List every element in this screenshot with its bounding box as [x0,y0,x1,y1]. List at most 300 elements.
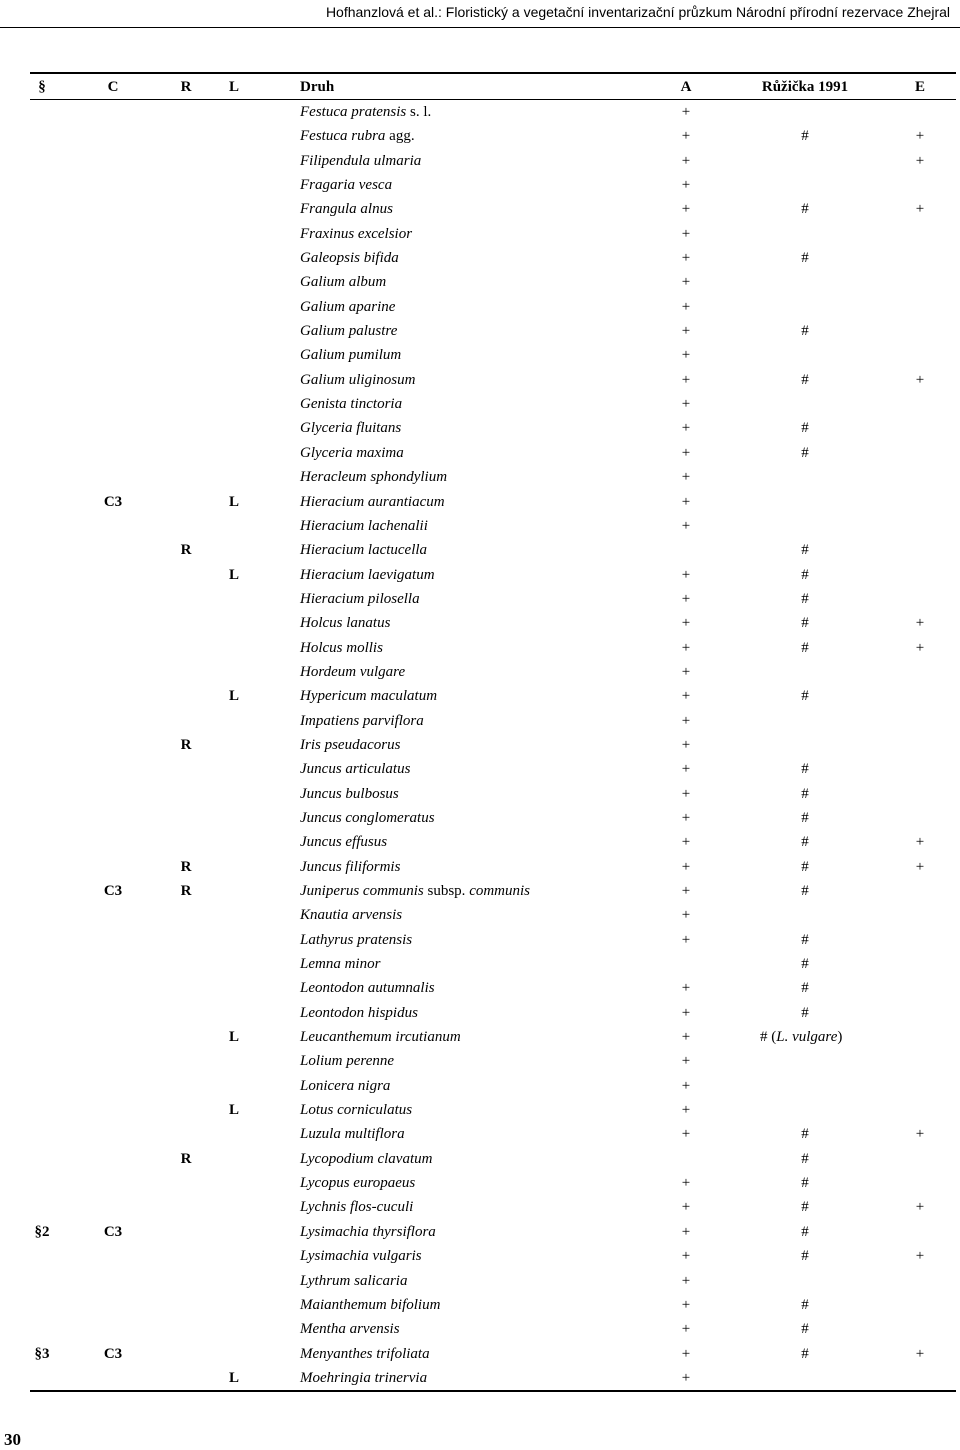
table-row [30,830,956,854]
a-cell: + [681,1296,691,1313]
ruzicka-cell [758,197,852,221]
a-cell: + [681,444,691,461]
ruzicka-cell [758,806,852,830]
table-row [30,976,956,1000]
species-name-cell [300,636,383,660]
a-cell: + [681,323,691,340]
a-cell: + [681,371,691,388]
ruzicka-value: # [801,323,809,340]
species-name-cell [300,465,447,489]
ruzicka-value: # [801,250,809,267]
species-name: Festuca rubra [300,128,386,145]
species-name-cell [300,1001,418,1025]
a-cell: + [681,298,691,315]
ruzicka-value: # [801,420,809,437]
species-suffix-italic: communis [469,883,531,899]
species-name-cell [300,1074,390,1098]
a-cell: + [681,274,691,291]
species-name-cell [300,952,380,976]
species-name-cell [300,490,445,514]
species-name: Glyceria fluitans [300,420,402,437]
a-cell: + [681,128,691,145]
ruzicka-value: # [801,566,809,583]
species-name-cell [300,124,415,148]
a-cell: + [681,761,691,778]
ruzicka-cell [758,782,852,806]
species-name-cell [300,903,402,927]
ruzicka-value: # [801,809,809,826]
e-cell: + [915,615,925,632]
species-suffix: agg. [385,128,415,145]
species-name-cell [300,1122,405,1146]
species-name: Galium aparine [300,298,396,315]
ruzicka-value: # [801,980,809,997]
table-row [30,903,956,927]
e-cell: + [915,858,925,875]
species-name: Lemna minor [300,956,381,973]
a-cell: + [681,1077,691,1094]
ruzicka-value: # [801,883,809,899]
table-row [30,733,956,757]
ruzicka-value: # [801,785,809,802]
a-cell: + [681,834,691,851]
species-name-cell [300,976,435,1000]
species-name: Holcus lanatus [300,615,391,632]
a-cell: + [681,688,691,705]
species-name-cell [300,684,437,708]
a-cell: + [681,420,691,437]
ruzicka-value: # [801,444,809,461]
species-name: Juniperus communis [300,883,424,899]
a-cell: + [681,1199,691,1216]
table-row [30,343,956,367]
a-cell: + [681,469,691,486]
table-row [30,806,956,830]
ruzicka-cell [758,1195,852,1219]
a-cell: + [681,177,691,194]
ruzicka-value: # [801,1321,809,1338]
species-name: Lotus corniculatus [300,1102,413,1119]
table-row [30,1001,956,1025]
species-name-cell [300,1220,436,1244]
species-name-cell [300,757,410,781]
paragraph-cell: §3 [34,1345,50,1362]
species-name: Hypericum maculatum [300,688,438,705]
l-cell: L [228,493,239,510]
ruzicka-cell [758,563,852,587]
ruzicka-value: # [801,639,809,656]
species-name-cell [300,197,393,221]
header-a: A [680,79,692,95]
species-name: Hieracium lachenalii [300,517,428,534]
species-name: Holcus mollis [300,639,383,656]
species-name-cell [300,1195,413,1219]
table-row [30,441,956,465]
table-row [30,709,956,733]
a-cell: + [681,785,691,802]
ruzicka-cell [758,441,852,465]
species-name-cell [300,1366,427,1390]
table-row [30,587,956,611]
ruzicka-cell [758,855,852,879]
species-name-cell [300,1342,430,1366]
species-name: Leucanthemum ircutianum [300,1029,461,1046]
species-suffix: s. l. [406,104,432,120]
l-cell: L [228,1369,239,1386]
a-cell: + [681,663,691,680]
table-row [30,1342,956,1366]
species-name: Mentha arvensis [300,1321,400,1338]
ruzicka-value: # [801,1126,809,1143]
r-cell: R [180,858,192,875]
species-name: Knautia arvensis [300,907,403,924]
ruzicka-cell [758,1147,852,1171]
species-name-cell [300,660,405,684]
table-row [30,611,956,635]
species-name-cell [300,879,530,903]
l-cell: L [228,1102,239,1119]
header-paragraph: § [38,79,46,95]
ruzicka-value: # [801,931,809,948]
species-name: Lathyrus pratensis [300,931,413,948]
species-name-cell [300,1244,422,1268]
table-row [30,538,956,562]
species-name-cell [300,1025,461,1049]
ruzicka-cell [758,976,852,1000]
c-cell: C3 [103,883,123,899]
species-name: Hieracium aurantiacum [300,493,445,510]
species-name-cell [300,1293,440,1317]
species-name: Juncus articulatus [300,761,411,778]
species-name: Hieracium lactucella [300,542,428,559]
ruzicka-cell [758,636,852,660]
ruzicka-cell [758,952,852,976]
species-name: Juncus effusus [300,834,388,851]
table-row [30,660,956,684]
paragraph-cell: §2 [34,1223,50,1240]
ruzicka-value: # [801,128,809,145]
table-row [30,392,956,416]
table-row [30,295,956,319]
species-name: Iris pseudacorus [300,736,401,753]
ruzicka-cell [758,684,852,708]
species-name: Lychnis flos-cuculi [300,1199,414,1216]
ruzicka-value: # [801,761,809,778]
species-name-cell [300,733,400,757]
species-name-cell [300,1171,415,1195]
a-cell: + [681,980,691,997]
species-name: Lythrum salicaria [300,1272,408,1289]
ruzicka-cell [758,611,852,635]
table-row [30,222,956,246]
species-name: Hieracium pilosella [300,590,420,607]
table-row [30,952,956,976]
species-name: Frangula alnus [300,201,393,218]
a-cell: + [681,1175,691,1192]
species-name-cell [300,343,401,367]
species-name-cell [300,514,428,538]
species-name: Maianthemum bifolium [300,1296,441,1313]
e-cell: + [915,152,925,169]
table-body [30,100,956,1390]
ruzicka-cell [758,538,852,562]
a-cell: + [681,250,691,267]
ruzicka-cell [758,124,852,148]
species-name-cell [300,587,420,611]
species-name-cell [300,563,435,587]
ruzicka-cell [758,246,852,270]
ruzicka-value: # [801,1199,809,1216]
table-row [30,1269,956,1293]
table-row [30,1293,956,1317]
ruzicka-note-close: ) [837,1029,843,1046]
table-row [30,465,956,489]
species-name-cell [300,855,400,879]
table-row [30,319,956,343]
ruzicka-cell [758,928,852,952]
species-name: Glyceria maxima [300,444,404,461]
species-name: Juncus bulbosus [300,785,399,802]
species-name-cell [300,1269,407,1293]
ruzicka-value: # [801,590,809,607]
table-row [30,1171,956,1195]
table-row [30,1195,956,1219]
a-cell: + [681,615,691,632]
table-row [30,124,956,148]
c-cell: C3 [103,1223,123,1240]
species-name: Fragaria vesca [300,177,393,194]
species-name: Luzula multiflora [300,1126,405,1143]
species-name: Genista tinctoria [300,396,403,413]
species-suffix: subsp. [423,883,470,899]
ruzicka-value: # [801,201,809,218]
species-name: Lycopus europaeus [300,1175,416,1192]
ruzicka-value: # [801,371,809,388]
e-cell: + [915,1248,925,1265]
species-name: Festuca pratensis [300,104,407,120]
species-name: Lolium perenne [300,1053,395,1070]
species-name: Leontodon hispidus [300,1004,418,1021]
r-cell: R [180,1150,192,1167]
table-row [30,928,956,952]
species-name-cell [300,246,399,270]
species-name: Heracleum sphondylium [300,469,448,486]
ruzicka-cell [758,1342,852,1366]
ruzicka-cell [758,1317,852,1341]
ruzicka-value: # [801,1296,809,1313]
table-row [30,416,956,440]
header-ruzicka: Růžička 1991 [761,79,849,95]
a-cell: + [681,1102,691,1119]
a-cell: + [681,883,691,899]
ruzicka-cell [758,757,852,781]
table-row [30,879,956,903]
ruzicka-value: # [760,1029,768,1046]
ruzicka-value: # [801,1345,809,1362]
species-table [30,72,956,1392]
species-name-cell [300,416,401,440]
a-cell: + [681,639,691,656]
header-rule [0,27,960,28]
a-cell: + [681,1223,691,1240]
header-r: R [180,79,192,95]
table-row [30,1025,956,1049]
ruzicka-cell [758,1293,852,1317]
species-name: Fraxinus excelsior [300,225,413,242]
table-row [30,1220,956,1244]
species-name: Menyanthes trifoliata [300,1345,430,1362]
species-name-cell [300,1098,412,1122]
table-row [30,149,956,173]
table-row [30,1049,956,1073]
a-cell: + [681,712,691,729]
species-name: Galium album [300,274,387,291]
a-cell: + [681,225,691,242]
table-row [30,684,956,708]
ruzicka-cell [758,879,852,903]
header-e: E [914,79,925,95]
table-row [30,1366,956,1390]
c-cell: C3 [103,1345,123,1362]
e-cell: + [915,201,925,218]
species-name-cell [300,928,412,952]
ruzicka-value: # [801,834,809,851]
ruzicka-value: # [801,1175,809,1192]
table-row [30,1074,956,1098]
table-row [30,173,956,197]
species-name-cell [300,295,395,319]
species-name: Juncus filiformis [300,858,401,875]
table-row [30,1122,956,1146]
table-row [30,270,956,294]
a-cell: + [681,566,691,583]
ruzicka-cell [758,319,852,343]
species-name-cell [300,830,387,854]
species-name: Galeopsis bifida [300,250,399,267]
page-number: 30 [4,1430,21,1449]
a-cell: + [681,493,691,510]
ruzicka-value: # [801,1223,809,1240]
table-row [30,1098,956,1122]
l-cell: L [228,566,239,583]
a-cell: + [681,396,691,413]
species-name-cell [300,441,404,465]
species-name: Galium uliginosum [300,371,416,388]
ruzicka-value: # [801,542,809,559]
table-row [30,563,956,587]
table-header-row [30,72,956,100]
e-cell: + [915,128,925,145]
species-name-cell [300,100,431,124]
species-name-cell [300,611,390,635]
ruzicka-cell [758,587,852,611]
table-row [30,1147,956,1171]
species-name: Filipendula ulmaria [300,152,422,169]
r-cell: R [180,883,192,899]
a-cell: + [681,347,691,364]
species-name-cell [300,368,415,392]
ruzicka-cell [758,368,852,392]
a-cell: + [681,1345,691,1362]
a-cell: + [681,809,691,826]
a-cell: + [681,1126,691,1143]
a-cell: + [681,736,691,753]
a-cell: + [681,1248,691,1265]
species-name: Lycopodium clavatum [300,1150,433,1167]
species-name: Lysimachia vulgaris [300,1248,422,1265]
table-row [30,100,956,124]
ruzicka-value: # [801,1150,809,1167]
species-name-cell [300,392,402,416]
c-cell: C3 [103,493,123,510]
r-cell: R [180,736,192,753]
species-name-cell [300,709,424,733]
a-cell: + [681,104,691,120]
species-name: Moehringia trinervia [300,1369,428,1386]
species-name-cell [300,782,399,806]
ruzicka-cell [758,1122,852,1146]
header-c: C [107,79,119,95]
table-row [30,757,956,781]
species-name-cell [300,1049,394,1073]
table-row [30,636,956,660]
a-cell: + [681,858,691,875]
ruzicka-cell [758,1001,852,1025]
table-row [30,368,956,392]
species-name: Impatiens parviflora [300,712,424,729]
a-cell: + [681,1029,691,1046]
header-druh: Druh [300,79,335,95]
ruzicka-value: # [801,956,809,973]
ruzicka-cell [758,1171,852,1195]
ruzicka-note-synonym: L. vulgare [776,1029,838,1046]
species-name: Lonicera nigra [300,1077,391,1094]
table-row [30,197,956,221]
r-cell: R [180,542,192,559]
table-bottom-rule [30,1390,956,1392]
species-name-cell [300,1317,400,1341]
ruzicka-cell [758,1244,852,1268]
a-cell: + [681,907,691,924]
a-cell: + [681,1369,691,1386]
species-name: Lysimachia thyrsiflora [300,1223,436,1240]
a-cell: + [681,1321,691,1338]
running-header: Hofhanzlová et al.: Floristický a vegetační inventarizační průzkum Národní přírodní rezervace Zhejral [325,4,950,20]
a-cell: + [681,201,691,218]
species-name-cell [300,319,397,343]
ruzicka-cell [760,1025,880,1049]
l-cell: L [228,1029,239,1046]
table-row [30,514,956,538]
species-name-cell [300,222,412,246]
e-cell: + [915,639,925,656]
a-cell: + [681,931,691,948]
a-cell: + [681,152,691,169]
table-row [30,1317,956,1341]
ruzicka-value: # [801,858,809,875]
species-name-cell [300,270,386,294]
a-cell: + [681,1004,691,1021]
species-name: Hordeum vulgare [300,663,406,680]
species-name: Juncus conglomeratus [300,809,435,826]
ruzicka-cell [758,830,852,854]
e-cell: + [915,1199,925,1216]
table-row [30,246,956,270]
table-row [30,1244,956,1268]
species-name-cell [300,538,427,562]
ruzicka-value: # [801,615,809,632]
ruzicka-cell [758,1220,852,1244]
